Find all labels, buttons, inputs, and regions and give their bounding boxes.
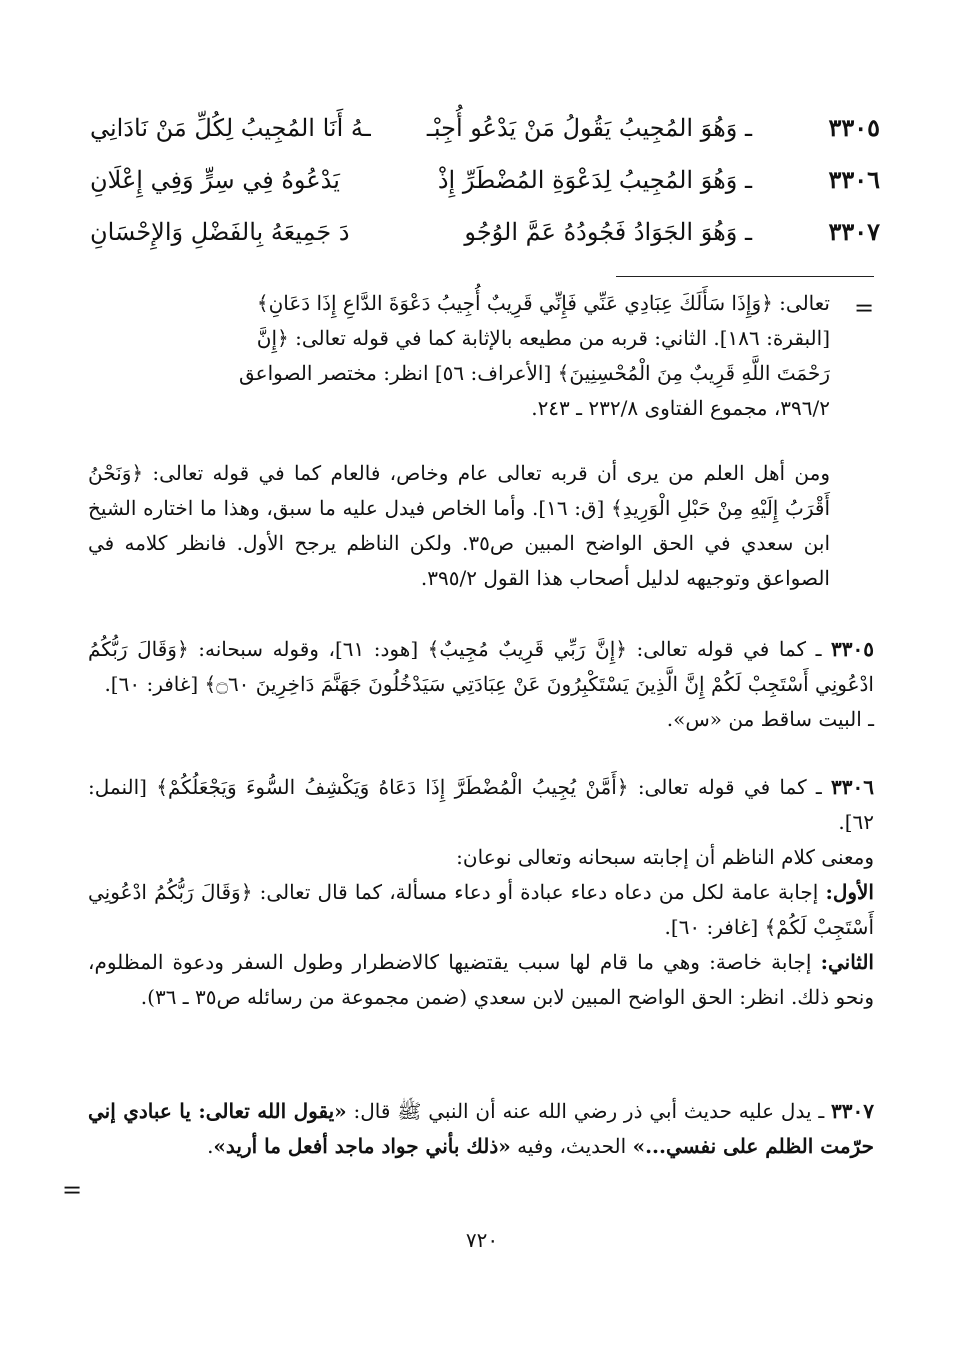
verse-line [80, 106, 880, 150]
verse-second-hemistich: ـهُ أَنَا المُجِيبُ لِكُلِّ مَنْ نَادَانِي [90, 114, 371, 142]
footnote-text: ـ كما في قوله تعالى: ﴿أَمَّنْ يُجِيبُ الْمُضْطَرَّ إِذَا دَعَاهُ وَيَكْشِفُ السُّوءَ وَيَجْعَلُكُمْ﴾ [النمل: ٦٢]. [88, 775, 874, 834]
verse-first-hemistich: ـ وَهُوَ المُجِيبُ لِدَعْوَةِ المُضْطَرِّ إِذْ [437, 166, 752, 194]
footnote-text: إجابة خاصة: وهي ما قام لها سبب يقتضيها كالاضطرار وطول السفر ودعوة المظلوم، ونحو ذلك. انظر: الحق الواضح المبين لابن سعدي (ضمن مجموعة من رسائله ص٣٥ ـ ٣٦). [88, 950, 874, 1009]
footnote-paragraph [88, 456, 830, 596]
footnote-text: ـ كما في قوله تعالى: ﴿إِنَّ رَبِّي قَرِيبٌ مُجِيبٌ﴾ [هود: ٦١]، وقوله سبحانه: ﴿وَقَالَ رَبُّكُمُ ادْعُونِي أَسْتَجِبْ لَكُمْ إِنَّ الَّذِينَ يَسْتَكْبِرُونَ عَنْ عِبَادَتِي سَيَدْخُلُونَ جَهَنَّمَ دَاخِرِينَ ۝٦٠﴾ [غافر: ٦٠]. [88, 637, 874, 696]
footnote-text: ـ يدل عليه حديث أبي ذر رضي الله عنه أن النبي ﷺ قال: [346, 1099, 825, 1123]
footnote-line: رَحْمَتَ اللَّهِ قَرِيبٌ مِنَ الْمُحْسِنِينَ﴾ [الأعراف: ٥٦] انظر: مختصر الصواعق [238, 361, 830, 385]
hadith-quote: «ذلك بأني جواد ماجد أفعل ما أريد» [213, 1134, 511, 1158]
footnote-text: الحديث، وفيه [510, 1134, 633, 1158]
footnote-text: . [207, 1134, 214, 1158]
continuation-mark: = [854, 294, 875, 322]
footnote-3306 [88, 770, 874, 1015]
verse-number: ٣٣٠٧ [828, 217, 880, 246]
verse-number: ٣٣٠٦ [828, 165, 880, 194]
footnote-line: تعالى: ﴿وَإِذَا سَأَلَكَ عِبَادِي عَنِّي فَإِنِّي قَرِيبٌ أُجِيبُ دَعْوَةَ الدَّاعِ إِذَا دَعَانِ﴾ [256, 291, 830, 315]
verse-second-hemistich: يَدْعُوهُ فِي سِرٍّ وَفِي إِعْلَانِ [90, 166, 340, 194]
footnote-3305 [88, 632, 874, 737]
verse-line [80, 158, 880, 202]
footnote-separator [616, 276, 874, 277]
footnote-label: الأول: [825, 880, 874, 904]
verse-number: ٣٣٠٥ [828, 113, 880, 142]
footnote-line: [البقرة: ١٨٦]. الثاني: قربه من مطيعه بالإثابة كما في قوله تعالى: ﴿إِنَّ [256, 326, 830, 350]
continuation-mark: = [62, 1176, 83, 1204]
footnote-label: الثاني: [820, 950, 874, 974]
footnote-number: ٣٣٠٧ [831, 1099, 875, 1123]
footnote-continuation [88, 286, 830, 426]
footnote-number: ٣٣٠٦ [831, 775, 875, 799]
footnote-intro: ومعنى كلام الناظم أن إجابته سبحانه وتعالى نوعان: [456, 845, 874, 869]
footnote-line: ٣٩٦/٢، مجموع الفتاوى ٢٣٢/٨ ـ ٢٤٣. [531, 396, 830, 420]
footnote-note: ـ البيت ساقط من «س». [666, 707, 874, 731]
footnote-text: إجابة عامة لكل من دعاه دعاء عبادة أو دعاء مسألة، كما قال تعالى: ﴿وَقَالَ رَبُّكُمُ ادْعُونِي أَسْتَجِبْ لَكُمْ﴾ [غافر: ٦٠]. [88, 880, 874, 939]
footnote-3307 [88, 1094, 874, 1164]
page-number: ٧٢٠ [465, 1228, 499, 1252]
footnote-text: ومن أهل العلم من يرى أن قربه تعالى عام وخاص، فالعام كما في قوله تعالى: ﴿وَنَحْنُ أَقْرَبُ إِلَيْهِ مِنْ حَبْلِ الْوَرِيدِ﴾ [ق: ١٦]. وأما الخاص فيدل عليه ما سبق، وهذا ما اختاره الشيخ ابن سعدي في الحق الواضح المبين ص٣٥. ولكن الناظم يرجح الأول. فانظر كلامه في الصواعق وتوجيهه لدليل أصحاب هذا القول ٣٩٥/٢. [88, 461, 831, 590]
footnote-number: ٣٣٠٥ [831, 637, 874, 661]
verse-line [80, 210, 880, 254]
verse-first-hemistich: ـ وَهُوَ الجَوَادُ فَجُودُهُ عَمَّ الوُجُو [464, 218, 752, 246]
verse-second-hemistich: دَ جَمِيعَهُ بِالفَضْلِ وَالإِحْسَانِ [90, 218, 350, 246]
verse-first-hemistich: ـ وَهُوَ المُجِيبُ يَقُولُ مَنْ يَدْعُو أُجِبْـ [426, 114, 752, 142]
hadith-quote: «يقول الله تعالى: يا عبادي إني حرّمت الظلم على نفسي...» [88, 1099, 874, 1158]
